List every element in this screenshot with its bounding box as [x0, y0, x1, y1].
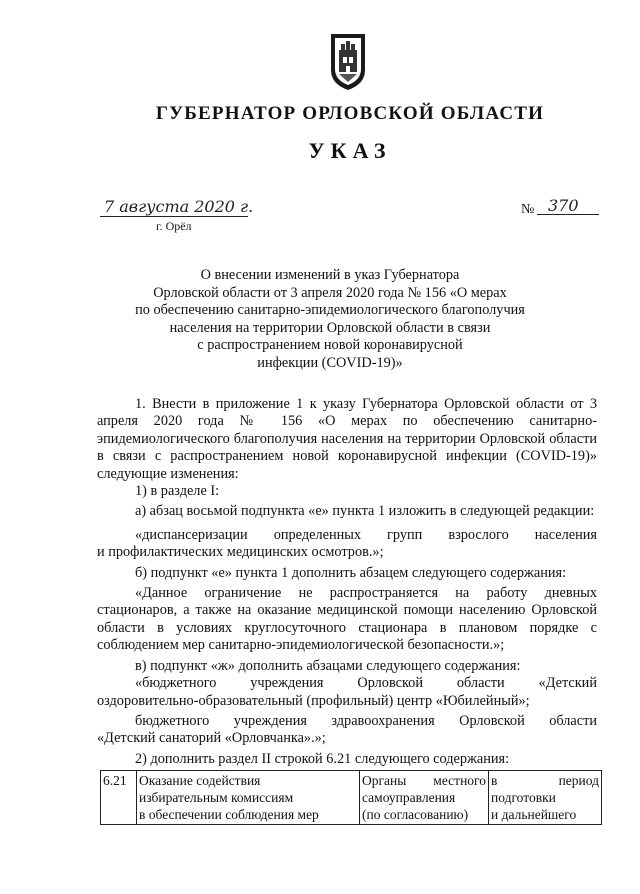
city-label: г. Орёл: [156, 219, 192, 233]
table-cell-responsible: [360, 771, 489, 825]
subject-line: Орловской области от 3 апреля 2020 года № 156 «О мерах: [153, 284, 507, 301]
decree-body: [97, 396, 597, 768]
coat-of-arms-emblem: [327, 30, 369, 92]
handwritten-date: 7 августа 2020 г.: [104, 197, 254, 216]
subject-line: населения на территории Орловской области в связи: [169, 319, 491, 336]
number-sign: №: [521, 202, 535, 217]
subject-line: инфекции (COVID-19)»: [257, 354, 403, 371]
paragraph-quote-a-line2: и профилактических медицинских осмотров.»;: [97, 544, 384, 561]
paragraph-1: 1. Внести в приложение 1 к указу Губернатора Орловской области от 3 апреля 2020 года № 156 «О мерах по обеспечению санитарно-эпидемиологического благополучия населения на территории Орловской области в связи с распространением новой коронавирусной инфекции (COVID-19)» следующие изменения:: [97, 396, 597, 482]
paragraph-quote-a-line1: «диспансеризации определенных групп взрослого населения: [135, 526, 597, 543]
paragraph-quote-v1-line2: оздоровительно-образовательный (профильный) центр «Юбилейный»;: [97, 692, 530, 709]
table-cell-line: Оказание содействия: [139, 773, 261, 788]
amendment-table: [100, 770, 602, 825]
table-cell-line: в обеспечении соблюдения мер: [139, 807, 319, 822]
document-type: УКАЗ: [308, 138, 392, 163]
decree-subject: [120, 267, 540, 373]
number-underline: [537, 214, 599, 215]
paragraph-section-1: 1) в разделе I:: [135, 483, 220, 500]
table-cell-line: в период: [491, 773, 599, 788]
subject-line: О внесении изменений в указ Губернатора: [200, 267, 460, 283]
subject-line: с распространением новой коронавирусной: [197, 337, 463, 354]
organization-title: ГУБЕРНАТОР ОРЛОВСКОЙ ОБЛАСТИ: [155, 103, 545, 124]
paragraph-item-b: б) подпункт «е» пункта 1 дополнить абзацем следующего содержания:: [135, 564, 567, 581]
paragraph-quote-v2-line1: бюджетного учреждения здравоохранения Орловской области: [135, 712, 597, 729]
table-cell-line: самоуправления: [362, 790, 456, 805]
table-row: [101, 771, 602, 825]
paragraph-quote-v1-line1: «бюджетного учреждения Орловской области «Детский: [135, 675, 597, 692]
table-cell-number: 6.21: [101, 771, 137, 825]
table-cell-line: избирательным комиссиям: [139, 790, 294, 805]
table-cell-line: Органы местного: [362, 773, 486, 788]
table-cell-period: [489, 771, 602, 825]
paragraph-quote-b: «Данное ограничение не распространяется на работу дневных стационаров, а также на оказание медицинской помощи населению Орловской области в условиях круглосуточного стационара в плановом порядке с соблюдением мер санитарно-эпидемиологической безопасности.»;: [97, 585, 597, 654]
paragraph-section-2: 2) дополнить раздел II строкой 6.21 следующего содержания:: [135, 750, 510, 767]
subject-line: по обеспечению санитарно-эпидемиологического благополучия: [135, 302, 525, 319]
table-cell-line: подготовки: [491, 790, 556, 805]
handwritten-number: 370: [548, 196, 579, 215]
table-cell-line: и дальнейшего: [491, 807, 577, 822]
paragraph-item-v: в) подпункт «ж» дополнить абзацами следующего содержания:: [135, 657, 521, 674]
paragraph-item-a: а) абзац восьмой подпункта «е» пункта 1 изложить в следующей редакции:: [135, 503, 595, 520]
paragraph-quote-v2-line2: «Детский санаторий «Орловчанка».»;: [97, 730, 326, 747]
table-cell-measure: [137, 771, 360, 825]
table-cell-line: (по согласованию): [362, 807, 469, 822]
date-underline: [100, 216, 248, 217]
